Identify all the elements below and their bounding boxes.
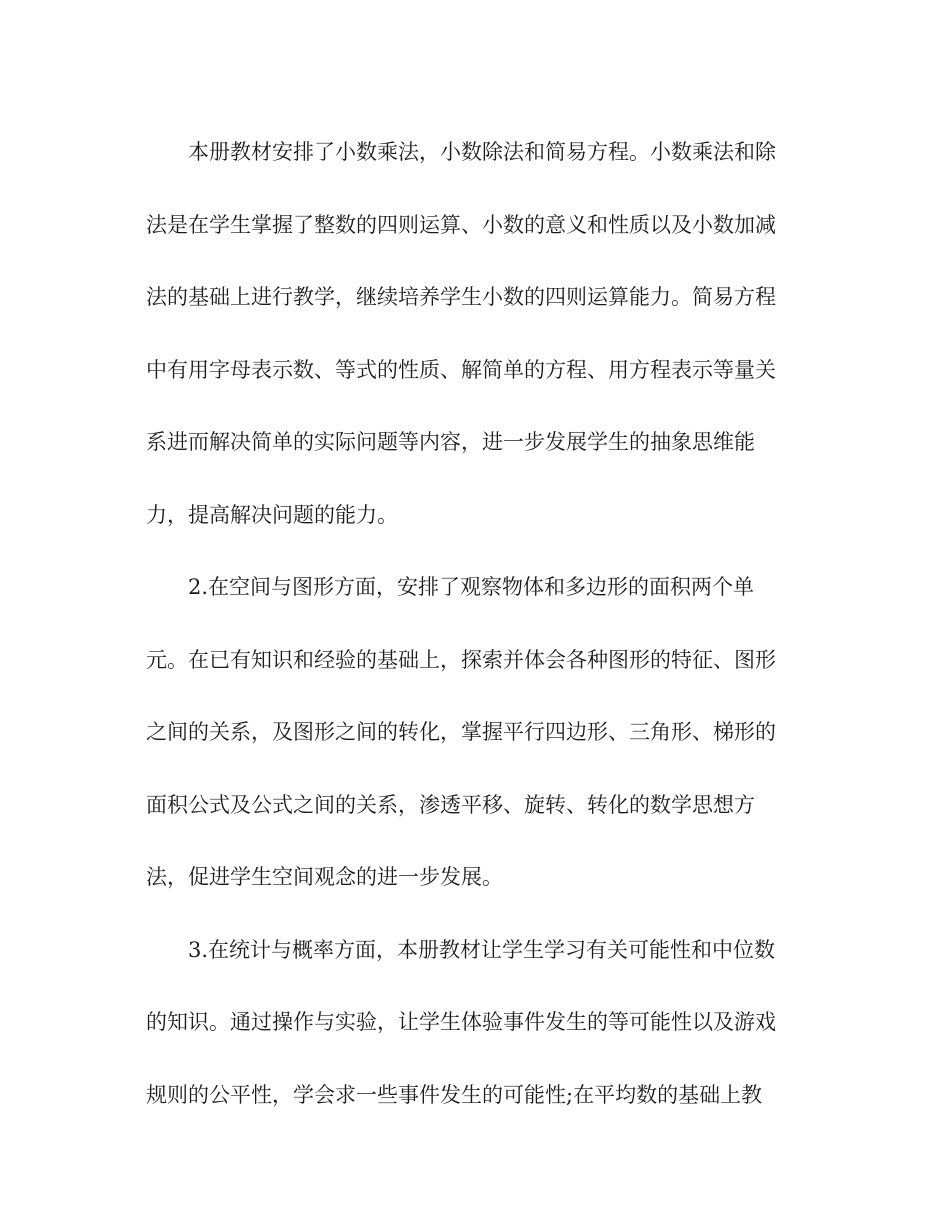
paragraph-line: 面积公式及公式之间的关系，渗透平移、旋转、转化的数学思想方 [146,792,755,817]
paragraph-line: 力，提高解决问题的能力。 [146,502,398,527]
paragraph-line: 规则的公平性，学会求一些事件发生的可能性;在平均数的基础上教 [146,1082,763,1107]
paragraph-line: 法，促进学生空间观念的进一步发展。 [146,865,503,889]
paragraph-1 [146,116,806,551]
paragraph-line: 本册教材安排了小数乘法，小数除法和简易方程。小数乘法和除 [188,140,776,164]
paragraph-line: 中有用字母表示数、等式的性质、解简单的方程、用方程表示等量关 [146,357,776,382]
paragraph-line: 元。在已有知识和经验的基础上，探索并体会各种图形的特征、图形 [146,647,776,672]
paragraph-line: 法是在学生掌握了整数的四则运算、小数的意义和性质以及小数加减 [146,212,776,237]
paragraph-line: 3.在统计与概率方面，本册教材让学生学习有关可能性和中位数 [188,937,776,962]
paragraph-3 [146,914,806,1132]
paragraph-line: 2.在空间与图形方面，安排了观察物体和多边形的面积两个单 [188,575,755,599]
paragraph-line: 法的基础上进行教学，继续培养学生小数的四则运算能力。简易方程 [146,285,776,309]
paragraph-line: 之间的关系，及图形之间的转化，掌握平行四边形、三角形、梯形的 [146,720,776,744]
paragraph-line: 系进而解决简单的实际问题等内容，进一步发展学生的抽象思维能 [146,430,755,454]
paragraph-line: 的知识。通过操作与实验，让学生体验事件发生的等可能性以及游戏 [146,1010,776,1034]
paragraph-2 [146,551,806,914]
document-body [146,116,806,1131]
